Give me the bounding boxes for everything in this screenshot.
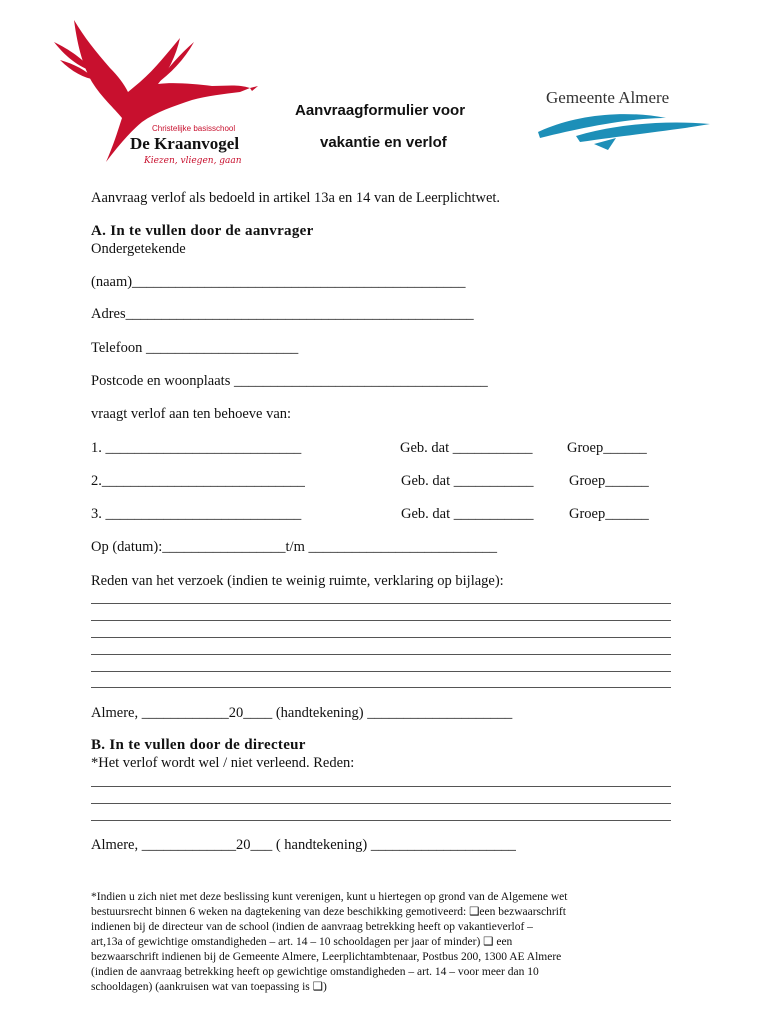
footnote-line: art,13a of gewichtige omstandigheden – art. 14 – 10 schooldagen per jaar of minder) ❑ een [91,936,513,948]
applicant-signature-field[interactable]: Almere, ____________20____ (handtekening) ____________________ [91,705,513,721]
undersigned-label: Ondergetekende [91,241,186,257]
almere-logo-icon [536,106,712,152]
section-a-heading: A. In te vullen door de aanvrager [91,223,314,239]
section-b-heading: B. In te vullen door de directeur [91,737,306,753]
address-field[interactable]: Adres________________________________________________ [91,306,474,322]
reason-line-6[interactable] [91,687,671,688]
reason-line-4[interactable] [91,654,671,655]
footnote-line: schooldagen) (aankruisen wat van toepassing is ❑) [91,981,327,993]
director-reason-line-1[interactable] [91,786,671,787]
footnote [91,890,691,995]
child-1-dob-field[interactable]: Geb. dat ___________ [400,440,533,456]
child-3-dob-field[interactable]: Geb. dat ___________ [401,506,534,522]
child-3-group-field[interactable]: Groep______ [569,506,649,522]
reason-line-5[interactable] [91,671,671,672]
phone-field[interactable]: Telefoon _____________________ [91,340,299,356]
director-signature-field[interactable]: Almere, _____________20___ ( handtekening) ____________________ [91,837,516,853]
child-1-group-field[interactable]: Groep______ [567,440,647,456]
reason-line-2[interactable] [91,620,671,621]
reason-line-3[interactable] [91,637,671,638]
child-2-name-field[interactable]: 2.____________________________ [91,473,305,489]
name-field[interactable]: (naam)______________________________________________ [91,274,466,290]
child-2-group-field[interactable]: Groep______ [569,473,649,489]
municipality-name: Gemeente Almere [546,88,670,107]
reason-line-1[interactable] [91,603,671,604]
director-reason-line-3[interactable] [91,820,671,821]
child-3-name-field[interactable]: 3. ___________________________ [91,506,302,522]
form-title-line1: Aanvraagformulier voor [295,102,466,119]
form-title-line2: vakantie en verlof [320,134,447,151]
footnote-line: bestuursrecht binnen 6 weken na dagtekening van deze beschikking gemotiveerd: ❑een bezwaarschrift [91,906,566,918]
footnote-line: bezwaarschrift indienen bij de Gemeente Almere, Leerplichtambtenaar, Postbus 200, 1300 AE Almere [91,951,562,963]
reason-label: Reden van het verzoek (indien te weinig ruimte, verklaring op bijlage): [91,573,504,589]
period-field[interactable]: Op (datum):_________________t/m __________________________ [91,539,497,555]
footnote-line: indienen bij de directeur van de school (indien de aanvraag betrekking heeft op vakantieverlof – [91,921,533,933]
child-1-name-field[interactable]: 1. ___________________________ [91,440,302,456]
director-reason-line-2[interactable] [91,803,671,804]
school-tagline: Christelijke basisschool [152,124,236,133]
child-2-dob-field[interactable]: Geb. dat ___________ [401,473,534,489]
footnote-line: *Indien u zich niet met deze beslissing kunt verenigen, kunt u hiertegen op grond van de Algemene wet [91,891,568,903]
school-motto: Kiezen, vliegen, gaan [144,156,242,166]
school-name: De Kraanvogel [130,134,240,153]
request-label: vraagt verlof aan ten behoeve van: [91,406,292,422]
footnote-line: (indien de aanvraag betrekking heeft op gewichtige omstandigheden – art. 14 – voor meer dan 10 [91,966,539,978]
postcode-city-field[interactable]: Postcode en woonplaats ___________________________________ [91,373,488,389]
decision-label: *Het verlof wordt wel / niet verleend. Reden: [91,755,355,771]
intro-text: Aanvraag verlof als bedoeld in artikel 13a en 14 van de Leerplichtwet. [91,190,501,206]
